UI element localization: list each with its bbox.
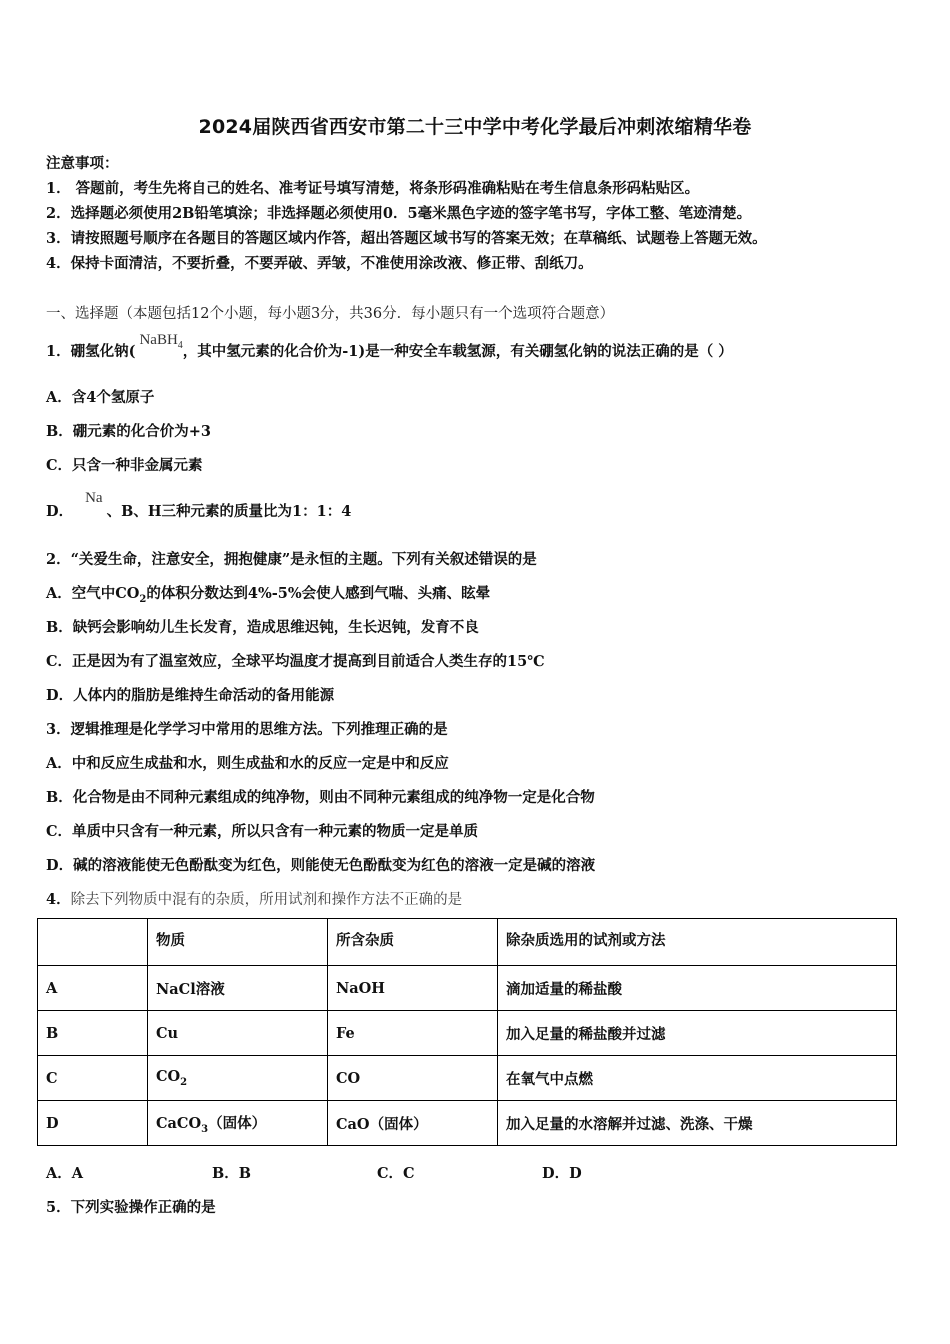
notice-item: 1． 答题前，考生先将自己的姓名、准考证号填写清楚，将条形码准确粘贴在考生信息条形码粘贴区。	[46, 180, 700, 197]
row-label: A	[38, 966, 148, 1011]
q1-d-post: 、B、H三种元素的质量比为1：1：4	[106, 503, 352, 520]
table-header-cell: 所含杂质	[328, 919, 498, 966]
row-impurity: CO	[328, 1056, 498, 1101]
table-header-cell: 物质	[148, 919, 328, 966]
table-header-cell	[38, 919, 148, 966]
notice-item: 2．选择题必须使用2B铅笔填涂；非选择题必须使用0．5毫米黑色字迹的签字笔书写，字体工整、笔迹清楚。	[46, 205, 752, 222]
q3-option-d: D．碱的溶液能使无色酚酞变为红色，则能使无色酚酞变为红色的溶液一定是碱的溶液	[46, 857, 596, 874]
q2-option-c: C．正是因为有了温室效应，全球平均温度才提高到目前适合人类生存的15℃	[46, 653, 545, 670]
q4-option-a: A．A	[46, 1165, 84, 1182]
q3-option-c: C．单质中只含有一种元素，所以只含有一种元素的物质一定是单质	[46, 823, 479, 840]
row-substance: $CO_2$	[148, 1056, 328, 1101]
q2-option-d: D．人体内的脂肪是维持生命活动的备用能源	[46, 687, 335, 704]
question-4-stem: 4．除去下列物质中混有的杂质，所用试剂和操作方法不正确的是	[46, 891, 463, 908]
q1-d-pre: D．	[46, 503, 74, 520]
notice-item: 3．请按照题号顺序在各题目的答题区域内作答，超出答题区域书写的答案无效；在草稿纸、试题卷上答题无效。	[46, 230, 767, 247]
page-title: 2024届陕西省西安市第二十三中学中考化学最后冲刺浓缩精华卷	[198, 116, 752, 138]
q1-d-formula: Na	[85, 490, 103, 506]
section-heading: 一、选择题（本题包括12个小题，每小题3分，共36分．每小题只有一个选项符合题意）	[46, 306, 615, 322]
table-row	[38, 966, 897, 1011]
row-label: D	[38, 1101, 148, 1146]
table-row	[38, 1056, 897, 1101]
q1-stem-pre: 1．硼氢化钠(	[46, 343, 136, 360]
row-impurity: NaOH	[328, 966, 498, 1011]
q1-option-c: C．只含一种非金属元素	[46, 457, 203, 474]
purification-table	[37, 918, 897, 1146]
q1-option-d	[46, 490, 352, 521]
row-impurity: CaO（固体）	[328, 1101, 498, 1146]
row-substance: CaCO$_3$（固体）	[148, 1101, 328, 1146]
row-substance: NaCl溶液	[148, 966, 328, 1011]
row-substance: Cu	[148, 1011, 328, 1056]
q3-option-a: A．中和反应生成盐和水，则生成盐和水的反应一定是中和反应	[46, 755, 449, 772]
row-method: 滴加适量的稀盐酸	[498, 966, 897, 1011]
table-row	[38, 1101, 897, 1146]
question-5-stem: 5．下列实验操作正确的是	[46, 1199, 216, 1216]
table-header-cell: 除杂质选用的试剂或方法	[498, 919, 897, 966]
row-method: 加入足量的水溶解并过滤、洗涤、干燥	[498, 1101, 897, 1146]
q1-formula: NaBH$_4$	[139, 332, 183, 351]
question-2-stem: 2．“关爱生命，注意安全，拥抱健康”是永恒的主题。下列有关叙述错误的是	[46, 551, 537, 568]
q1-stem-post: ，其中氢元素的化合价为-1)是一种安全车载氢源，有关硼氢化钠的说法正确的是（ ）	[182, 343, 733, 360]
notice-item: 4．保持卡面清洁，不要折叠，不要弄破、弄皱，不准使用涂改液、修正带、刮纸刀。	[46, 255, 593, 272]
q4-option-b: B．B	[212, 1165, 252, 1182]
question-3-stem: 3．逻辑推理是化学学习中常用的思维方法。下列推理正确的是	[46, 721, 448, 738]
q4-option-c: C．C	[377, 1165, 415, 1182]
q3-option-b: B．化合物是由不同种元素组成的纯净物，则由不同种元素组成的纯净物一定是化合物	[46, 789, 595, 806]
table-header-row	[38, 919, 897, 966]
row-label: C	[38, 1056, 148, 1101]
row-impurity: Fe	[328, 1011, 498, 1056]
q2-option-b: B．缺钙会影响幼儿生长发育，造成思维迟钝，生长迟钝，发育不良	[46, 619, 479, 636]
table-row	[38, 1011, 897, 1056]
row-method: 在氧气中点燃	[498, 1056, 897, 1101]
row-method: 加入足量的稀盐酸并过滤	[498, 1011, 897, 1056]
row-label: B	[38, 1011, 148, 1056]
notice-heading: 注意事项：	[46, 155, 119, 172]
q4-option-d: D．D	[542, 1165, 582, 1182]
q1-option-a: A．含4个氢原子	[46, 389, 155, 406]
q1-option-b: B．硼元素的化合价为+3	[46, 423, 211, 440]
question-1-stem	[46, 332, 733, 363]
q2-option-a: A．空气中$CO_2$的体积分数达到4%-5%会使人感到气喘、头痛、眩晕	[46, 585, 491, 605]
